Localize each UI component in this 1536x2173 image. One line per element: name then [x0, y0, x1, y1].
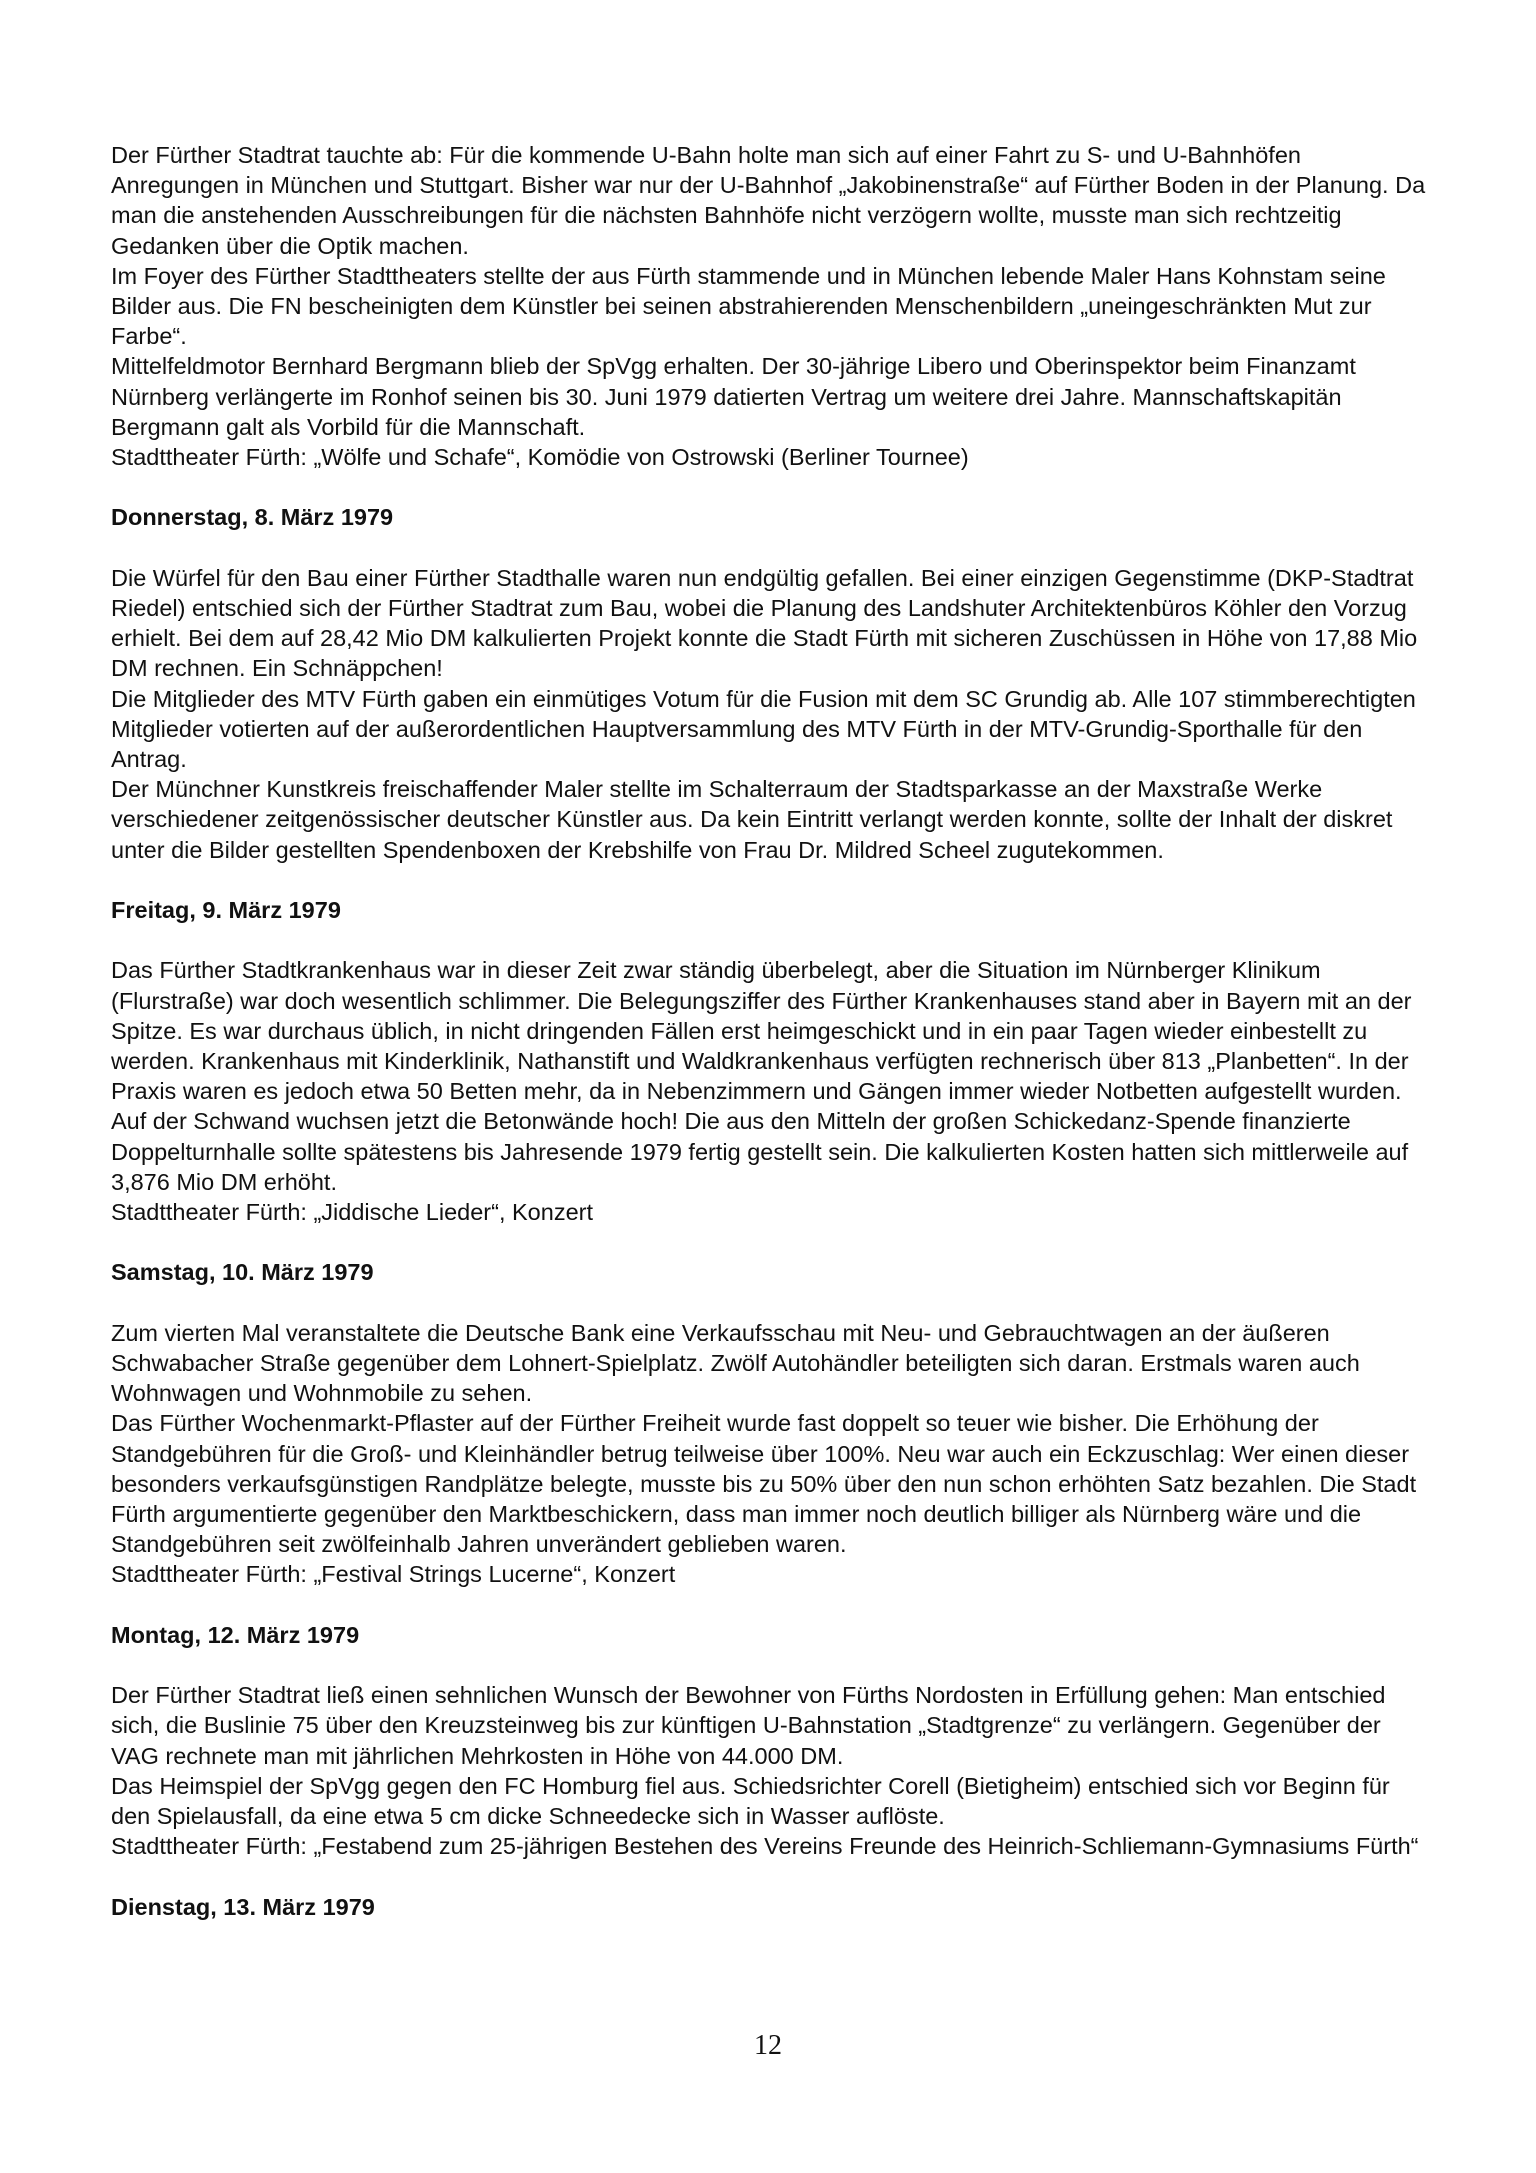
paragraph: Die Mitglieder des MTV Fürth gaben ein einmütiges Votum für die Fusion mit dem SC Grundig ab. Alle 107 stimmberechtigten Mitglieder votierten auf der außerordentlichen Hauptversammlung des MTV Fürth in der MTV-Grundig-Sporthalle für den Antrag. [111, 685, 1416, 773]
date-heading: Samstag, 10. März 1979 [111, 1259, 374, 1286]
paragraph: Der Fürther Stadtrat tauchte ab: Für die kommende U-Bahn holte man sich auf einer Fahrt zu S- und U-Bahnhöfen Anregungen in München und Stuttgart. Bisher war nur der U-Bahnhof „Jakobinenstraße“ auf Fürther Boden in der Planung. Da man die anstehenden Ausschreibungen für die nächsten Bahnhöfe nicht verzögern wollte, musste man sich rechtzeitig Gedanken über die Optik machen. [111, 142, 1426, 259]
entry-body [111, 563, 1431, 865]
paragraph: Stadttheater Fürth: „Festabend zum 25-jährigen Bestehen des Vereins Freunde des Heinrich-Schliemann-Gymnasiums Fürth“ [111, 1833, 1419, 1860]
paragraph: Stadttheater Fürth: „Wölfe und Schafe“, Komödie von Ostrowski (Berliner Tournee) [111, 444, 969, 471]
paragraph: Das Fürther Wochenmarkt-Pflaster auf der Fürther Freiheit wurde fast doppelt so teuer wie bisher. Die Erhöhung der Standgebühren für die Groß- und Kleinhändler betrug teilweise über 100%. Neu war auch ein Eckzuschlag: Wer einen dieser besonders verkaufsgünstigen Randplätze belegte, musste bis zu 50% über den nun schon erhöhten Satz bezahlen. Die Stadt Fürth argumentierte gegenüber den Marktbeschickern, dass man immer noch deutlich billiger als Nürnberg wäre und die Standgebühren seit zwölfeinhalb Jahren unverändert geblieben waren. [111, 1410, 1417, 1558]
paragraph: Die Würfel für den Bau einer Fürther Stadthalle waren nun endgültig gefallen. Bei einer einzigen Gegenstimme (DKP-Stadtrat Riedel) entschied sich der Fürther Stadtrat zum Bau, wobei die Planung des Landshuter Architektenbüros Köhler den Vorzug erhielt. Bei dem auf 28,42 Mio DM kalkulierten Projekt konnte die Stadt Fürth mit sicheren Zuschüssen in Höhe von 17,88 Mio DM rechnen. Ein Schnäppchen! [111, 564, 1418, 682]
date-heading: Freitag, 9. März 1979 [111, 897, 341, 924]
paragraph: Das Heimspiel der SpVgg gegen den FC Homburg fiel aus. Schiedsrichter Corell (Bietigheim) entschied sich vor Beginn für den Spielausfall, da eine etwa 5 cm dicke Schneedecke sich in Wasser auflöste. [111, 1772, 1390, 1830]
paragraph: Zum vierten Mal veranstaltete die Deutsche Bank eine Verkaufsschau mit Neu- und Gebrauchtwagen an der äußeren Schwabacher Straße gegenüber dem Lohnert-Spielplatz. Zwölf Autohändler beteiligten sich daran. Erstmals waren auch Wohnwagen und Wohnmobile zu sehen. [111, 1319, 1360, 1407]
date-heading: Donnerstag, 8. März 1979 [111, 504, 394, 531]
document-page [111, 140, 1431, 1922]
paragraph: Auf der Schwand wuchsen jetzt die Betonwände hoch! Die aus den Mitteln der großen Schickedanz-Spende finanzierte Doppelturnhalle sollte spätestens bis Jahresende 1979 fertig gestellt sein. Die kalkulierten Kosten hatten sich mittlerweile auf 3,876 Mio DM erhöht. [111, 1108, 1409, 1195]
paragraph: Der Münchner Kunstkreis freischaffender Maler stellte im Schalterraum der Stadtsparkasse an der Maxstraße Werke verschiedener zeitgenössischer deutscher Künstler aus. Da kein Eintritt verlangt werden konnte, sollte der Inhalt der diskret unter die Bilder gestellten Spendenboxen der Krebshilfe von Frau Dr. Mildred Scheel zugutekommen. [111, 776, 1393, 863]
date-heading: Montag, 12. März 1979 [111, 1621, 360, 1648]
paragraph: Stadttheater Fürth: „Jiddische Lieder“, Konzert [111, 1199, 593, 1226]
page-number: 12 [754, 2030, 782, 2061]
entry-body [111, 1318, 1431, 1590]
entry-body [111, 140, 1431, 472]
entry-body [111, 955, 1431, 1227]
paragraph: Der Fürther Stadtrat ließ einen sehnlichen Wunsch der Bewohner von Fürths Nordosten in Erfüllung gehen: Man entschied sich, die Buslinie 75 über den Kreuzsteinweg bis zur künftigen U-Bahnstation „Stadtgrenze“ zu verlängern. Gegenüber der VAG rechnete man mit jährlichen Mehrkosten in Höhe von 44.000 DM. [111, 1682, 1386, 1769]
paragraph: Im Foyer des Fürther Stadttheaters stellte der aus Fürth stammende und in München lebende Maler Hans Kohnstam seine Bilder aus. Die FN bescheinigten dem Künstler bei seinen abstrahierenden Menschenbildern „uneingeschränkten Mut zur Farbe“. [111, 262, 1386, 350]
paragraph: Stadttheater Fürth: „Festival Strings Lucerne“, Konzert [111, 1561, 676, 1588]
entry-body [111, 1680, 1431, 1861]
paragraph: Mittelfeldmotor Bernhard Bergmann blieb der SpVgg erhalten. Der 30-jährige Libero und Oberinspektor beim Finanzamt Nürnberg verlängerte im Ronhof seinen bis 30. Juni 1979 datierten Vertrag um weitere drei Jahre. Mannschaftskapitän Bergmann galt als Vorbild für die Mannschaft. [111, 353, 1356, 440]
paragraph: Das Fürther Stadtkrankenhaus war in dieser Zeit zwar ständig überbelegt, aber die Situation im Nürnberger Klinikum (Flurstraße) war doch wesentlich schlimmer. Die Belegungsziffer des Fürther Krankenhauses stand aber in Bayern mit an der Spitze. Es war durchaus üblich, in nicht dringenden Fällen erst heimgeschickt und in ein paar Tagen wieder einbestellt zu werden. Krankenhaus mit Kinderklinik, Nathanstift und Waldkrankenhaus verfügten rechnerisch über 813 „Planbetten“. In der Praxis waren es jedoch etwa 50 Betten mehr, da in Nebenzimmern und Gängen immer wieder Notbetten aufgestellt wurden. [111, 957, 1412, 1105]
date-heading: Dienstag, 13. März 1979 [111, 1893, 375, 1920]
